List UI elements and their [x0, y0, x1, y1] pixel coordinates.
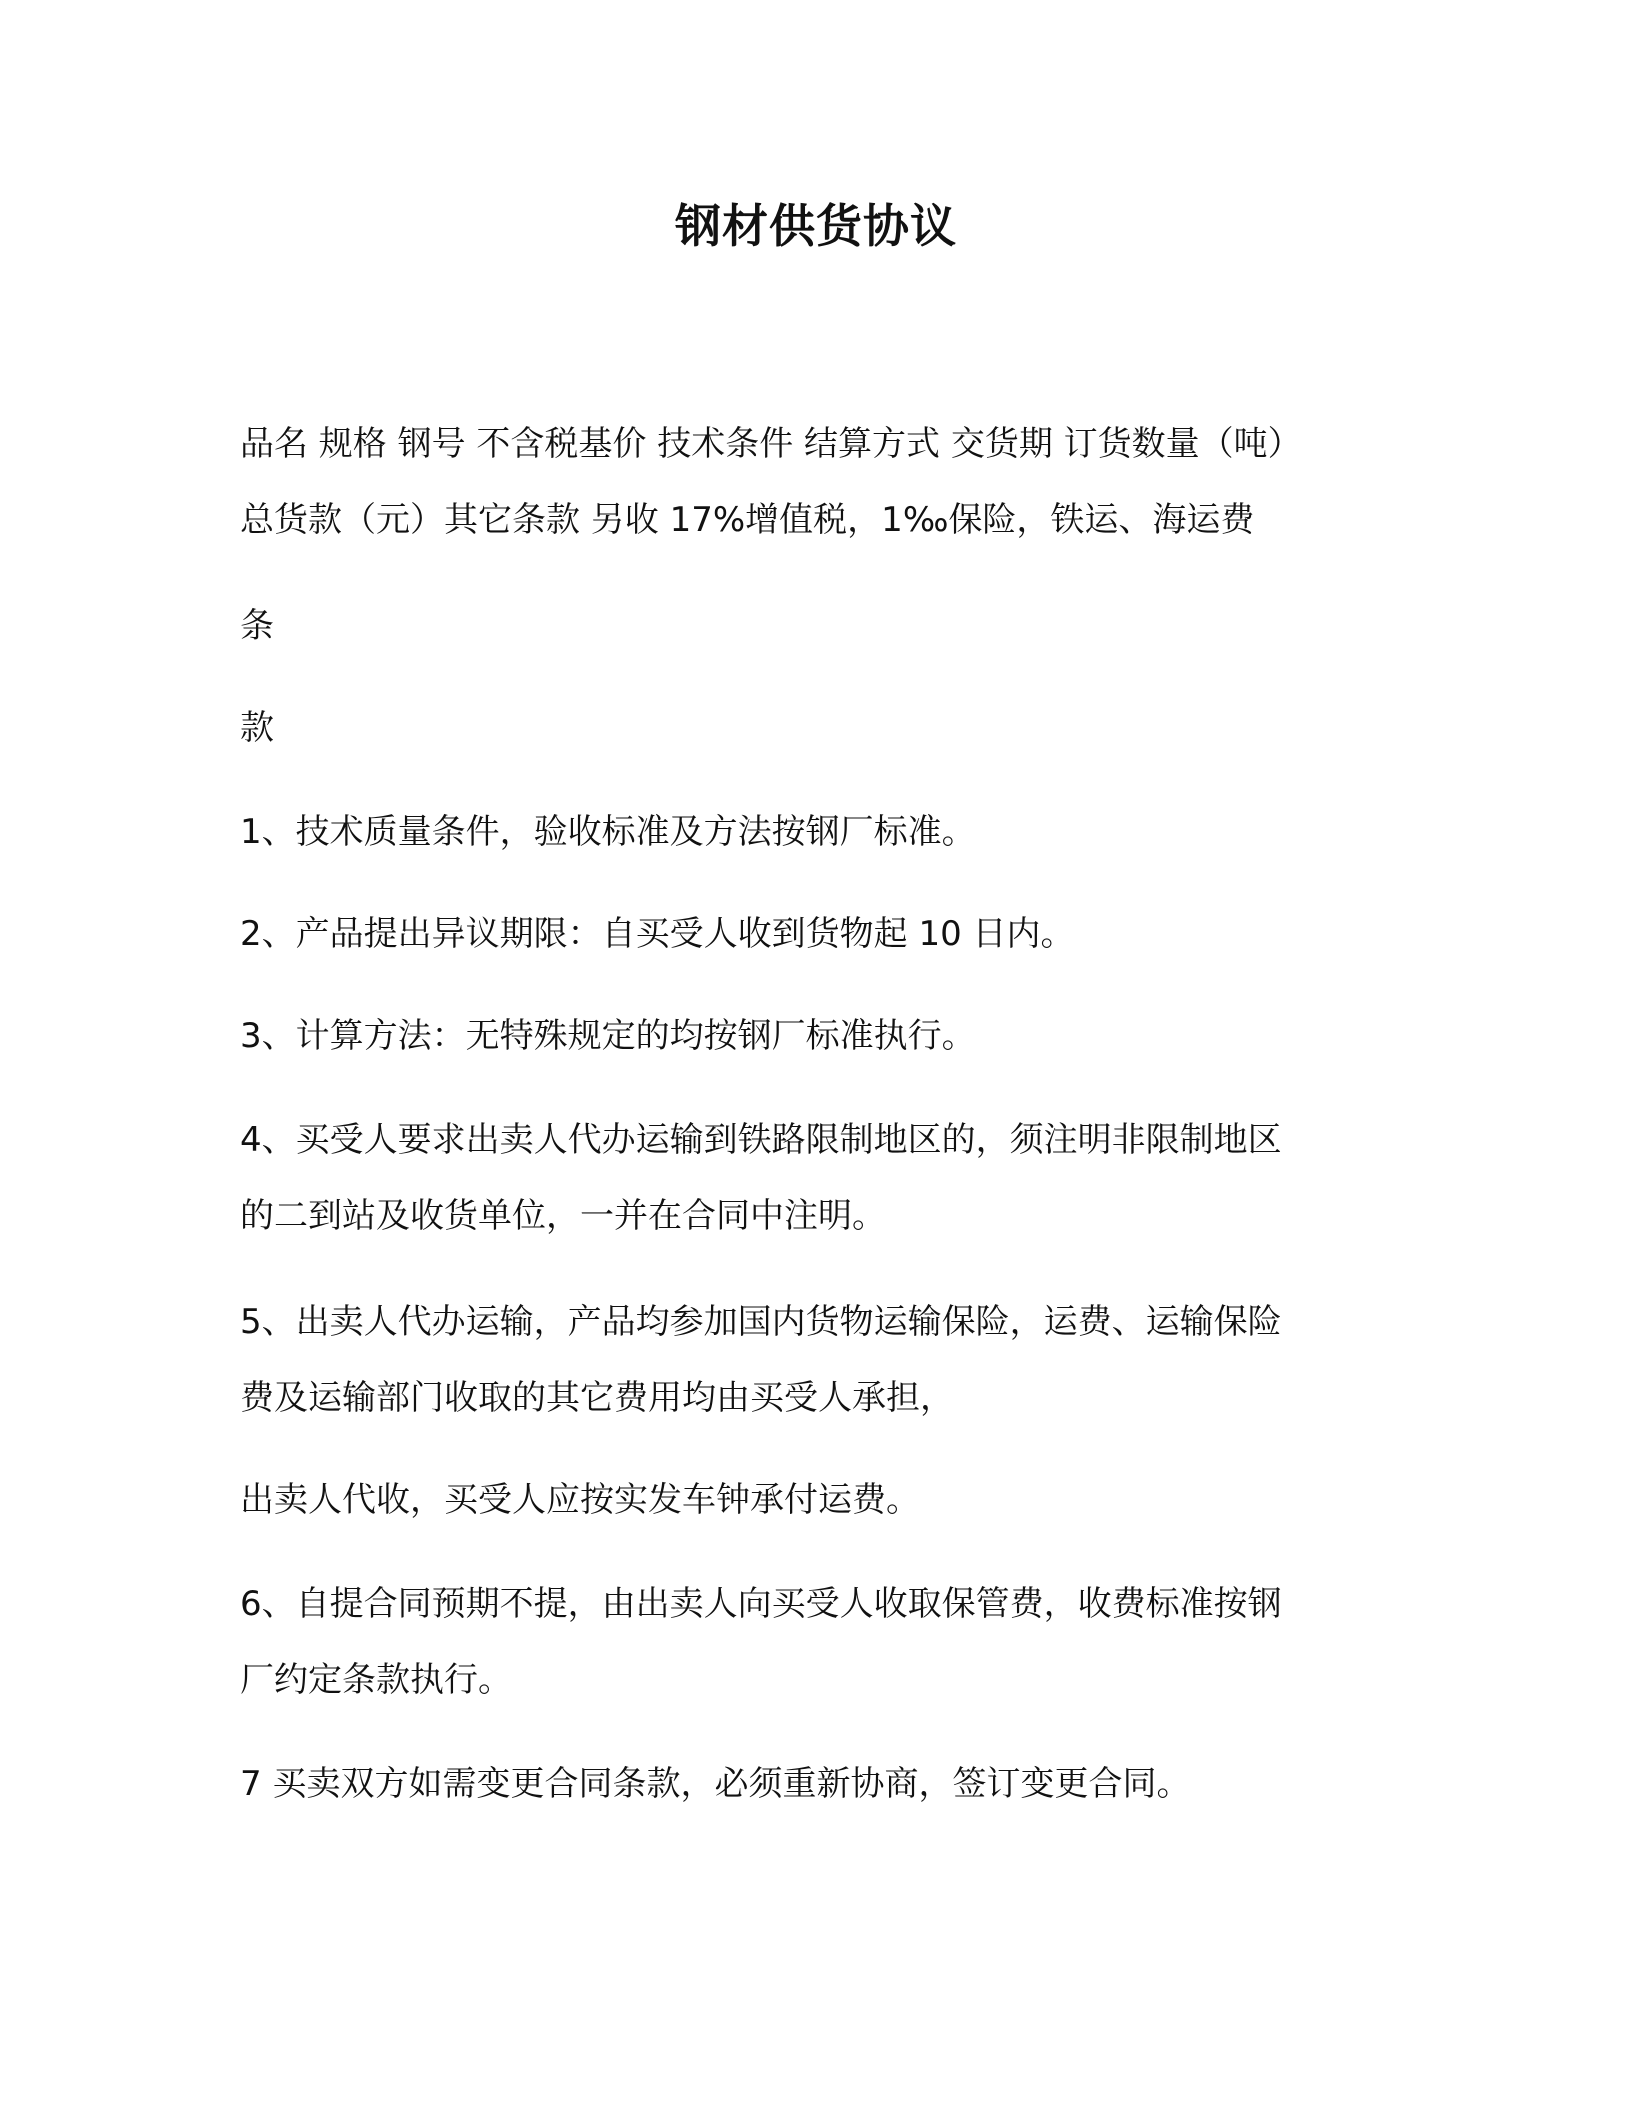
clause-6-line-1: 6、自提合同预期不提，由出卖人向买受人收取保管费，收费标准按钢: [240, 1584, 1282, 1624]
clause-label-2: 款: [240, 708, 274, 748]
clause-4-line-2: 的二到站及收货单位，一并在合同中注明。: [240, 1196, 886, 1236]
clause-7: 7 买卖双方如需变更合同条款，必须重新协商，签订变更合同。: [240, 1764, 1191, 1804]
clause-2: 2、产品提出异议期限：自买受人收到货物起 10 日内。: [240, 914, 1075, 954]
clause-5-line-2: 费及运输部门收取的其它费用均由买受人承担，: [240, 1378, 954, 1418]
clause-6-line-2: 厂约定条款执行。: [240, 1660, 512, 1700]
document-title: 钢材供货协议: [675, 199, 957, 253]
clause-5-line-3: 出卖人代收，买受人应按实发车钟承付运费。: [240, 1480, 920, 1520]
header-line-2: 总货款（元）其它条款 另收 17%增值税，1‰保险，铁运、海运费: [240, 500, 1255, 540]
clause-5-line-1: 5、出卖人代办运输，产品均参加国内货物运输保险，运费、运输保险: [240, 1302, 1282, 1342]
header-line-1: 品名 规格 钢号 不含税基价 技术条件 结算方式 交货期 订货数量（吨）: [240, 424, 1302, 464]
clause-label-1: 条: [240, 606, 274, 646]
clause-1: 1、技术质量条件，验收标准及方法按钢厂标准。: [240, 812, 976, 852]
clause-3: 3、计算方法：无特殊规定的均按钢厂标准执行。: [240, 1016, 976, 1056]
clause-4-line-1: 4、买受人要求出卖人代办运输到铁路限制地区的，须注明非限制地区: [240, 1120, 1282, 1160]
